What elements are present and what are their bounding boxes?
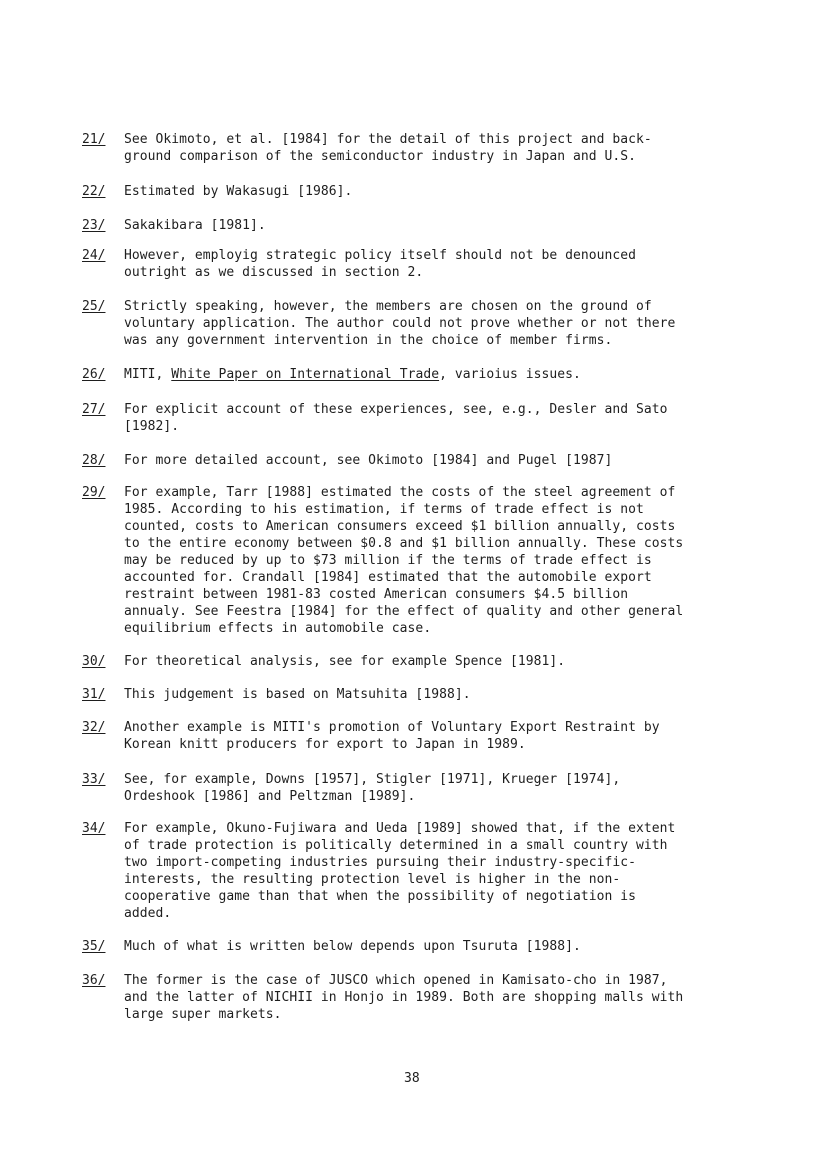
- footnote-number: 24/: [82, 248, 106, 263]
- footnote-line: Estimated by Wakasugi [1986].: [124, 184, 353, 199]
- footnote-text: [124, 217, 728, 234]
- footnote-line: accounted for. Crandall [1984] estimated that the automobile export: [124, 570, 652, 585]
- footnote-text-part: MITI,: [124, 367, 172, 382]
- footnote-number: 25/: [82, 299, 106, 314]
- footnote-line: 1985. According to his estimation, if terms of trade effect is not: [124, 502, 644, 517]
- footnote-text: [124, 686, 728, 703]
- footnote-line: counted, costs to American consumers exceed $1 billion annually, costs: [124, 519, 676, 534]
- footnote-line: For theoretical analysis, see for example Spence [1981].: [124, 654, 566, 669]
- footnote-line: ground comparison of the semiconductor industry in Japan and U.S.: [124, 149, 636, 164]
- footnote-number: 21/: [82, 132, 106, 147]
- footnote-number: 36/: [82, 973, 106, 988]
- footnote-line: to the entire economy between $0.8 and $1 billion annually. These costs: [124, 536, 684, 551]
- footnote-number: 26/: [82, 367, 106, 382]
- footnote-text: [124, 366, 728, 383]
- footnote-line: For example, Okuno-Fujiwara and Ueda [1989] showed that, if the extent: [124, 821, 676, 836]
- footnote-line: Sakakibara [1981].: [124, 218, 266, 233]
- footnote-text: [124, 401, 728, 435]
- footnote-text: [124, 183, 728, 200]
- footnote-line: and the latter of NICHII in Honjo in 1989. Both are shopping malls with: [124, 990, 684, 1005]
- footnote-number: 31/: [82, 687, 106, 702]
- footnote-line: See, for example, Downs [1957], Stigler [1971], Krueger [1974],: [124, 772, 621, 787]
- footnote-text: [124, 820, 728, 922]
- footnote-line: of trade protection is politically determined in a small country with: [124, 838, 668, 853]
- footnote-line: Ordeshook [1986] and Peltzman [1989].: [124, 789, 416, 804]
- footnote-number: 22/: [82, 184, 106, 199]
- footnote-text: [124, 452, 728, 469]
- footnote-number: 35/: [82, 939, 106, 954]
- footnote-text: [124, 298, 728, 349]
- footnote-line: Strictly speaking, however, the members are chosen on the ground of: [124, 299, 652, 314]
- footnote-text-part: , varioius issues.: [439, 367, 581, 382]
- publication-title: White Paper on International Trade: [171, 367, 440, 382]
- footnote-text: [124, 771, 728, 805]
- footnote-line: cooperative game than that when the possibility of negotiation is: [124, 889, 636, 904]
- footnote-line: voluntary application. The author could not prove whether or not there: [124, 316, 676, 331]
- footnote-line: For example, Tarr [1988] estimated the costs of the steel agreement of: [124, 485, 676, 500]
- footnote-line: two import-competing industries pursuing their industry-specific-: [124, 855, 636, 870]
- footnote-text: [124, 719, 728, 753]
- footnote-text: [124, 484, 728, 637]
- footnote-text: [124, 131, 728, 165]
- footnote-line: restraint between 1981-83 costed American consumers $4.5 billion: [124, 587, 629, 602]
- footnote-line: outright as we discussed in section 2.: [124, 265, 424, 280]
- footnote-line: For explicit account of these experiences, see, e.g., Desler and Sato: [124, 402, 668, 417]
- footnote-number: 30/: [82, 654, 106, 669]
- footnote-line: equilibrium effects in automobile case.: [124, 621, 432, 636]
- footnote-number: 23/: [82, 218, 106, 233]
- footnote-line: Much of what is written below depends upon Tsuruta [1988].: [124, 939, 581, 954]
- footnote-number: 28/: [82, 453, 106, 468]
- footnote-line: [124, 366, 728, 383]
- footnote-line: For more detailed account, see Okimoto [1984] and Pugel [1987]: [124, 453, 613, 468]
- footnote-number: 33/: [82, 772, 106, 787]
- footnote-line: may be reduced by up to $73 million if the terms of trade effect is: [124, 553, 652, 568]
- footnote-line: annualy. See Feestra [1984] for the effect of quality and other general: [124, 604, 684, 619]
- footnote-number: 32/: [82, 720, 106, 735]
- footnote-line: large super markets.: [124, 1007, 282, 1022]
- footnote-line: added.: [124, 906, 172, 921]
- footnote-line: The former is the case of JUSCO which opened in Kamisato-cho in 1987,: [124, 973, 668, 988]
- footnote-line: However, employig strategic policy itself should not be denounced: [124, 248, 636, 263]
- footnote-text: [124, 247, 728, 281]
- footnote-line: See Okimoto, et al. [1984] for the detail of this project and back-: [124, 132, 652, 147]
- footnote-line: Korean knitt producers for export to Japan in 1989.: [124, 737, 526, 752]
- footnote-number: 27/: [82, 402, 106, 417]
- footnote-line: Another example is MITI's promotion of Voluntary Export Restraint by: [124, 720, 660, 735]
- footnote-number: 29/: [82, 485, 106, 500]
- page-number: 38: [404, 1071, 420, 1086]
- footnote-line: This judgement is based on Matsuhita [1988].: [124, 687, 471, 702]
- footnote-text: [124, 972, 728, 1023]
- footnote-text: [124, 653, 728, 670]
- footnote-line: was any government intervention in the choice of member firms.: [124, 333, 613, 348]
- footnote-text: [124, 938, 728, 955]
- footnote-line: interests, the resulting protection level is higher in the non-: [124, 872, 621, 887]
- footnote-number: 34/: [82, 821, 106, 836]
- footnote-line: [1982].: [124, 419, 180, 434]
